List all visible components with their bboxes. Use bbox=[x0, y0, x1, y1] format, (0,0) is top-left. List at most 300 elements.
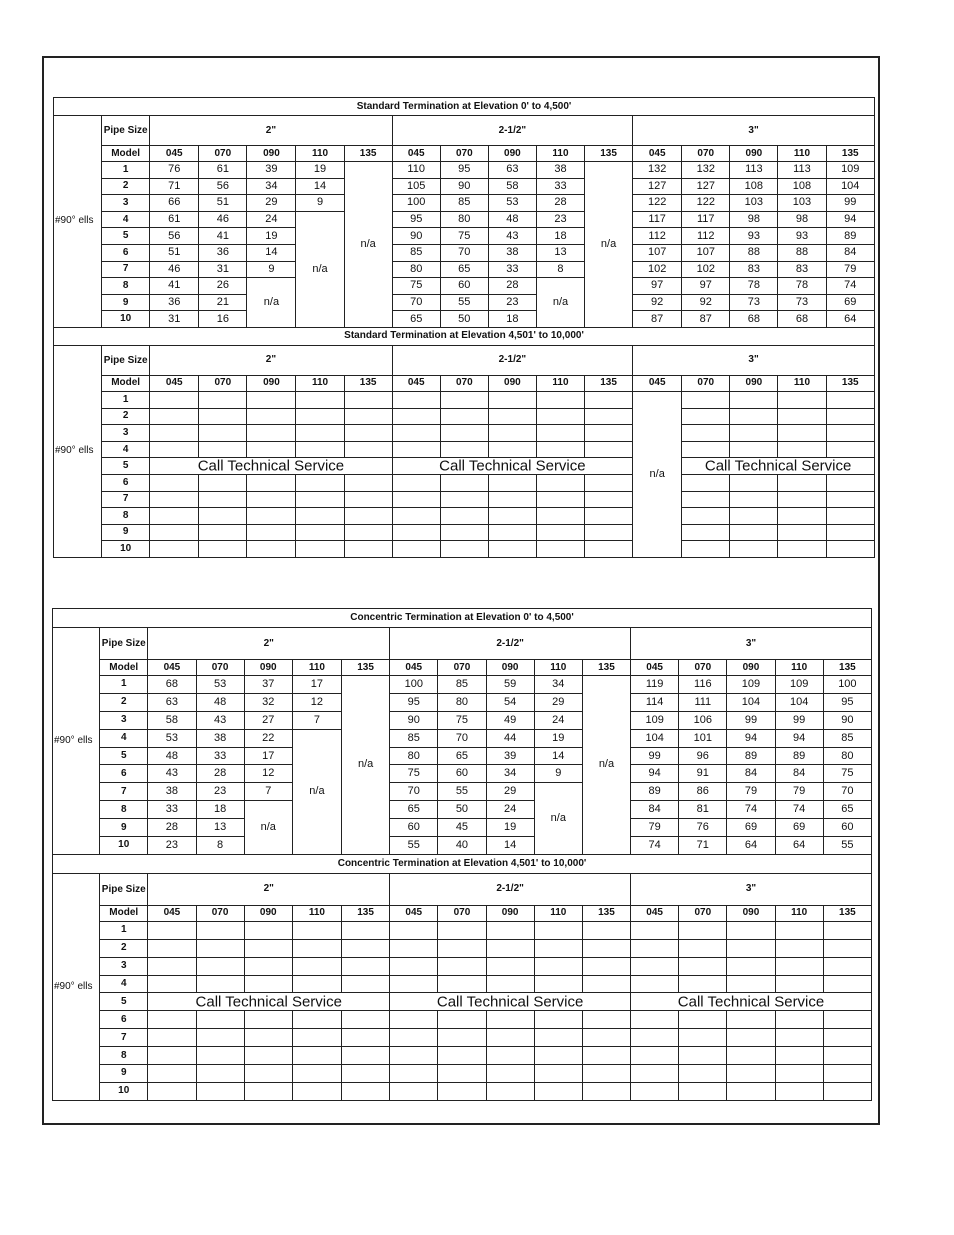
concentric-cell: 33 bbox=[148, 801, 196, 819]
standard-cell: 33 bbox=[488, 261, 536, 278]
concentric-high-model-header: 070 bbox=[438, 905, 486, 921]
standard-low-model-header: 045 bbox=[633, 146, 682, 162]
concentric-empty-cell bbox=[631, 975, 679, 993]
standard-cell: 89 bbox=[826, 228, 875, 245]
standard-high-pipe-size-header: 3" bbox=[633, 345, 875, 375]
standard-cell: 88 bbox=[730, 244, 778, 261]
concentric-na-cell: n/a bbox=[292, 729, 341, 854]
standard-empty-cell bbox=[826, 425, 875, 442]
standard-empty-cell bbox=[826, 408, 875, 425]
standard-empty-cell bbox=[536, 508, 584, 525]
concentric-empty-cell bbox=[244, 1065, 292, 1083]
standard-high-model-header: 045 bbox=[150, 375, 199, 391]
standard-cell: 56 bbox=[150, 228, 199, 245]
standard-empty-cell bbox=[150, 441, 199, 458]
standard-cell: 90 bbox=[392, 228, 440, 245]
standard-empty-cell bbox=[440, 508, 488, 525]
concentric-empty-cell bbox=[148, 975, 196, 993]
standard-row-number: 2 bbox=[102, 408, 150, 425]
standard-row-number: 5 bbox=[102, 458, 150, 475]
standard-low-pipe-size-header: 3" bbox=[633, 116, 875, 146]
standard-empty-cell bbox=[826, 491, 875, 508]
concentric-low-model-header: 135 bbox=[823, 660, 871, 676]
concentric-empty-cell bbox=[582, 921, 630, 939]
concentric-empty-cell bbox=[823, 1047, 871, 1065]
concentric-cell: 13 bbox=[196, 819, 244, 837]
standard-row-number: 3 bbox=[102, 195, 150, 212]
concentric-empty-cell bbox=[631, 1082, 679, 1100]
standard-row-number: 4 bbox=[102, 211, 150, 228]
concentric-empty-cell bbox=[148, 1065, 196, 1083]
standard-cell: 56 bbox=[199, 178, 247, 195]
standard-row-number: 9 bbox=[102, 294, 150, 311]
standard-empty-cell bbox=[392, 541, 440, 558]
standard-cell: 93 bbox=[778, 228, 826, 245]
standard-cell: 24 bbox=[247, 211, 296, 228]
concentric-empty-cell bbox=[582, 1029, 630, 1047]
concentric-empty-cell bbox=[292, 1082, 341, 1100]
standard-empty-cell bbox=[682, 541, 730, 558]
standard-empty-cell bbox=[150, 391, 199, 408]
standard-empty-cell bbox=[344, 408, 392, 425]
standard-cell: 113 bbox=[778, 162, 826, 179]
concentric-empty-cell bbox=[342, 957, 390, 975]
standard-low-title: Standard Termination at Elevation 0' to 4,500' bbox=[54, 98, 875, 116]
standard-cell: 46 bbox=[150, 261, 199, 278]
standard-empty-cell bbox=[488, 491, 536, 508]
concentric-empty-cell bbox=[196, 1011, 244, 1029]
standard-cell: 68 bbox=[730, 311, 778, 328]
concentric-row-number: 8 bbox=[100, 1047, 148, 1065]
standard-empty-cell bbox=[488, 441, 536, 458]
standard-low-pipe-size-header: 2" bbox=[150, 116, 392, 146]
concentric-empty-cell bbox=[727, 957, 775, 975]
concentric-cell: 95 bbox=[823, 693, 871, 711]
standard-empty-cell bbox=[150, 425, 199, 442]
concentric-empty-cell bbox=[823, 975, 871, 993]
standard-row-number: 6 bbox=[102, 474, 150, 491]
standard-cell: 46 bbox=[199, 211, 247, 228]
concentric-cell: 119 bbox=[631, 676, 679, 694]
call-technical-service-text: Call Technical Service bbox=[704, 457, 852, 475]
standard-cell: 95 bbox=[440, 162, 488, 179]
concentric-empty-cell bbox=[727, 1029, 775, 1047]
standard-cell: 107 bbox=[633, 244, 682, 261]
standard-empty-cell bbox=[826, 391, 875, 408]
standard-na-cell: n/a bbox=[536, 278, 584, 328]
standard-cell: 43 bbox=[488, 228, 536, 245]
standard-empty-cell bbox=[199, 441, 247, 458]
standard-high-model-header: 090 bbox=[488, 375, 536, 391]
standard-high-model-header: 090 bbox=[730, 375, 778, 391]
standard-cell: 69 bbox=[826, 294, 875, 311]
standard-cell: 63 bbox=[488, 162, 536, 179]
concentric-empty-cell bbox=[679, 1011, 727, 1029]
standard-row-number: 1 bbox=[102, 162, 150, 179]
concentric-empty-cell bbox=[775, 939, 823, 957]
standard-empty-cell bbox=[344, 524, 392, 541]
concentric-empty-cell bbox=[292, 1065, 341, 1083]
standard-cell: 90 bbox=[440, 178, 488, 195]
call-technical-service-text: Call Technical Service bbox=[436, 993, 584, 1011]
standard-low-model-header: 070 bbox=[199, 146, 247, 162]
standard-empty-cell bbox=[536, 425, 584, 442]
standard-low-ells-label: #90° ells bbox=[54, 116, 102, 328]
concentric-empty-cell bbox=[196, 1065, 244, 1083]
concentric-low-model-header: 090 bbox=[727, 660, 775, 676]
concentric-empty-cell bbox=[292, 939, 341, 957]
standard-empty-cell bbox=[440, 524, 488, 541]
standard-empty-cell bbox=[585, 425, 633, 442]
concentric-low-pipe-size-label: Pipe Size bbox=[100, 628, 148, 660]
concentric-empty-cell bbox=[292, 975, 341, 993]
standard-cell: 48 bbox=[488, 211, 536, 228]
concentric-high-model-header: 110 bbox=[775, 905, 823, 921]
concentric-high-pipe-size-label: Pipe Size bbox=[100, 873, 148, 905]
standard-empty-cell bbox=[682, 441, 730, 458]
concentric-empty-cell bbox=[196, 1029, 244, 1047]
standard-empty-cell bbox=[488, 391, 536, 408]
standard-empty-cell bbox=[778, 474, 826, 491]
concentric-row-number: 6 bbox=[100, 765, 148, 783]
concentric-cell: 84 bbox=[631, 801, 679, 819]
standard-cell: 112 bbox=[633, 228, 682, 245]
concentric-empty-cell bbox=[148, 1011, 196, 1029]
concentric-cell: 44 bbox=[486, 729, 534, 747]
concentric-high-model-header: 090 bbox=[486, 905, 534, 921]
concentric-cell: 12 bbox=[292, 693, 341, 711]
standard-cell: 65 bbox=[392, 311, 440, 328]
concentric-low-model-header: 090 bbox=[486, 660, 534, 676]
standard-empty-cell bbox=[682, 474, 730, 491]
concentric-empty-cell bbox=[390, 975, 438, 993]
standard-row-number: 10 bbox=[102, 311, 150, 328]
concentric-empty-cell bbox=[727, 921, 775, 939]
concentric-empty-cell bbox=[438, 975, 486, 993]
standard-low-model-header: 110 bbox=[778, 146, 826, 162]
concentric-empty-cell bbox=[823, 957, 871, 975]
concentric-cell: 45 bbox=[438, 819, 486, 837]
standard-empty-cell bbox=[440, 425, 488, 442]
standard-high-na-cell: n/a bbox=[633, 391, 682, 557]
concentric-empty-cell bbox=[727, 939, 775, 957]
standard-empty-cell bbox=[682, 491, 730, 508]
standard-cell: 79 bbox=[826, 261, 875, 278]
standard-empty-cell bbox=[392, 474, 440, 491]
concentric-empty-cell bbox=[631, 1047, 679, 1065]
concentric-row-number: 6 bbox=[100, 1011, 148, 1029]
concentric-high-ells-label: #90° ells bbox=[53, 873, 100, 1100]
standard-empty-cell bbox=[199, 541, 247, 558]
concentric-empty-cell bbox=[148, 1082, 196, 1100]
standard-low-model-header: 045 bbox=[150, 146, 199, 162]
concentric-cell: 90 bbox=[823, 711, 871, 729]
standard-empty-cell bbox=[536, 408, 584, 425]
standard-cell: 36 bbox=[199, 244, 247, 261]
concentric-cell: 64 bbox=[727, 837, 775, 855]
standard-empty-cell bbox=[392, 425, 440, 442]
concentric-low-model-header: 090 bbox=[244, 660, 292, 676]
concentric-row-number: 5 bbox=[100, 993, 148, 1011]
standard-empty-cell bbox=[826, 508, 875, 525]
standard-row-number: 4 bbox=[102, 441, 150, 458]
concentric-empty-cell bbox=[534, 1065, 582, 1083]
standard-cell: 65 bbox=[440, 261, 488, 278]
concentric-cell: 75 bbox=[390, 765, 438, 783]
standard-empty-cell bbox=[199, 524, 247, 541]
standard-cell: 83 bbox=[778, 261, 826, 278]
standard-empty-cell bbox=[344, 441, 392, 458]
standard-cell: 87 bbox=[682, 311, 730, 328]
concentric-empty-cell bbox=[342, 1029, 390, 1047]
standard-empty-cell bbox=[730, 425, 778, 442]
concentric-empty-cell bbox=[292, 1047, 341, 1065]
concentric-high-pipe-size-header: 2" bbox=[148, 873, 390, 905]
concentric-empty-cell bbox=[390, 1065, 438, 1083]
standard-empty-cell bbox=[296, 524, 344, 541]
concentric-empty-cell bbox=[775, 975, 823, 993]
concentric-empty-cell bbox=[775, 1065, 823, 1083]
concentric-cell: 94 bbox=[775, 729, 823, 747]
standard-cell: 36 bbox=[150, 294, 199, 311]
concentric-high-model-header: 135 bbox=[342, 905, 390, 921]
concentric-empty-cell bbox=[292, 957, 341, 975]
standard-cell: 85 bbox=[440, 195, 488, 212]
standard-cell: 19 bbox=[296, 162, 344, 179]
standard-high-model-header: 070 bbox=[440, 375, 488, 391]
concentric-empty-cell bbox=[486, 939, 534, 957]
standard-empty-cell bbox=[344, 474, 392, 491]
standard-cell: 18 bbox=[488, 311, 536, 328]
standard-empty-cell bbox=[440, 441, 488, 458]
standard-cell: 127 bbox=[633, 178, 682, 195]
concentric-cell: 65 bbox=[390, 801, 438, 819]
concentric-cell: 23 bbox=[196, 783, 244, 801]
standard-cell: 60 bbox=[440, 278, 488, 295]
standard-empty-cell bbox=[247, 391, 296, 408]
concentric-cell: 49 bbox=[486, 711, 534, 729]
standard-empty-cell bbox=[150, 491, 199, 508]
concentric-cell: 63 bbox=[148, 693, 196, 711]
standard-row-number: 7 bbox=[102, 261, 150, 278]
concentric-na-cell: n/a bbox=[244, 801, 292, 855]
concentric-empty-cell bbox=[486, 921, 534, 939]
standard-empty-cell bbox=[392, 524, 440, 541]
concentric-cell: 85 bbox=[390, 729, 438, 747]
concentric-high-model-header: 070 bbox=[679, 905, 727, 921]
concentric-high-pipe-size-header: 3" bbox=[631, 873, 872, 905]
standard-cell: 110 bbox=[392, 162, 440, 179]
concentric-cell: 32 bbox=[244, 693, 292, 711]
concentric-cell: 71 bbox=[679, 837, 727, 855]
concentric-cell: 60 bbox=[823, 819, 871, 837]
concentric-cell: 60 bbox=[390, 819, 438, 837]
standard-cell: 102 bbox=[633, 261, 682, 278]
concentric-cell: 70 bbox=[438, 729, 486, 747]
standard-na-cell: n/a bbox=[585, 162, 633, 328]
standard-row-number: 5 bbox=[102, 228, 150, 245]
standard-cell: 18 bbox=[536, 228, 584, 245]
standard-empty-cell bbox=[344, 541, 392, 558]
concentric-empty-cell bbox=[196, 921, 244, 939]
standard-empty-cell bbox=[392, 491, 440, 508]
concentric-empty-cell bbox=[244, 1082, 292, 1100]
standard-cell: 21 bbox=[199, 294, 247, 311]
concentric-cell: 24 bbox=[534, 711, 582, 729]
concentric-termination-table bbox=[52, 608, 872, 1101]
standard-empty-cell bbox=[199, 425, 247, 442]
standard-empty-cell bbox=[488, 524, 536, 541]
standard-cell: 70 bbox=[440, 244, 488, 261]
standard-empty-cell bbox=[344, 425, 392, 442]
concentric-cell: 14 bbox=[486, 837, 534, 855]
concentric-empty-cell bbox=[148, 939, 196, 957]
concentric-cell: 74 bbox=[631, 837, 679, 855]
standard-cell: 9 bbox=[296, 195, 344, 212]
standard-cell: 102 bbox=[682, 261, 730, 278]
standard-cell: 51 bbox=[199, 195, 247, 212]
standard-cell: 122 bbox=[633, 195, 682, 212]
standard-empty-cell bbox=[344, 508, 392, 525]
concentric-cell: 109 bbox=[631, 711, 679, 729]
concentric-empty-cell bbox=[727, 1082, 775, 1100]
standard-cell: 117 bbox=[682, 211, 730, 228]
concentric-empty-cell bbox=[727, 975, 775, 993]
concentric-na-cell: n/a bbox=[582, 676, 630, 855]
standard-cell: 103 bbox=[730, 195, 778, 212]
standard-cell: 76 bbox=[150, 162, 199, 179]
standard-low-model-header: 070 bbox=[440, 146, 488, 162]
concentric-empty-cell bbox=[631, 1011, 679, 1029]
concentric-empty-cell bbox=[438, 957, 486, 975]
concentric-cell: 65 bbox=[438, 747, 486, 765]
standard-low-model-label: Model bbox=[102, 146, 150, 162]
concentric-empty-cell bbox=[438, 1047, 486, 1065]
concentric-empty-cell bbox=[823, 1029, 871, 1047]
standard-high-model-header: 090 bbox=[247, 375, 296, 391]
standard-empty-cell bbox=[585, 524, 633, 541]
standard-empty-cell bbox=[296, 491, 344, 508]
concentric-high-model-header: 135 bbox=[582, 905, 630, 921]
concentric-empty-cell bbox=[775, 957, 823, 975]
standard-low-model-header: 110 bbox=[296, 146, 344, 162]
standard-cell: 75 bbox=[440, 228, 488, 245]
concentric-cell: 89 bbox=[775, 747, 823, 765]
standard-cell: 38 bbox=[488, 244, 536, 261]
standard-low-model-header: 090 bbox=[247, 146, 296, 162]
concentric-cell: 22 bbox=[244, 729, 292, 747]
concentric-empty-cell bbox=[486, 1047, 534, 1065]
standard-low-model-header: 090 bbox=[730, 146, 778, 162]
concentric-cell: 104 bbox=[631, 729, 679, 747]
concentric-high-model-header: 090 bbox=[244, 905, 292, 921]
concentric-empty-cell bbox=[631, 939, 679, 957]
concentric-cell: 79 bbox=[775, 783, 823, 801]
concentric-empty-cell bbox=[292, 1011, 341, 1029]
concentric-cell: 100 bbox=[823, 676, 871, 694]
concentric-cell: 106 bbox=[679, 711, 727, 729]
concentric-empty-cell bbox=[486, 975, 534, 993]
concentric-row-number: 2 bbox=[100, 939, 148, 957]
standard-empty-cell bbox=[778, 408, 826, 425]
concentric-row-number: 5 bbox=[100, 747, 148, 765]
standard-empty-cell bbox=[296, 474, 344, 491]
standard-empty-cell bbox=[536, 524, 584, 541]
concentric-empty-cell bbox=[342, 1011, 390, 1029]
standard-empty-cell bbox=[296, 441, 344, 458]
concentric-cell: 114 bbox=[631, 693, 679, 711]
standard-row-number: 8 bbox=[102, 278, 150, 295]
concentric-empty-cell bbox=[342, 1047, 390, 1065]
concentric-empty-cell bbox=[679, 1047, 727, 1065]
standard-empty-cell bbox=[682, 391, 730, 408]
concentric-empty-cell bbox=[775, 1082, 823, 1100]
concentric-low-title: Concentric Termination at Elevation 0' to 4,500' bbox=[53, 609, 872, 628]
standard-cell: 68 bbox=[778, 311, 826, 328]
standard-cell: 92 bbox=[682, 294, 730, 311]
concentric-empty-cell bbox=[342, 939, 390, 957]
concentric-cell: 101 bbox=[679, 729, 727, 747]
concentric-cell: 75 bbox=[438, 711, 486, 729]
standard-empty-cell bbox=[488, 408, 536, 425]
standard-empty-cell bbox=[150, 508, 199, 525]
standard-cell: 29 bbox=[247, 195, 296, 212]
standard-empty-cell bbox=[296, 391, 344, 408]
concentric-row-number: 1 bbox=[100, 676, 148, 694]
concentric-empty-cell bbox=[390, 1029, 438, 1047]
standard-empty-cell bbox=[150, 524, 199, 541]
concentric-row-number: 3 bbox=[100, 957, 148, 975]
concentric-empty-cell bbox=[679, 921, 727, 939]
standard-cell: 83 bbox=[730, 261, 778, 278]
concentric-cell: 54 bbox=[486, 693, 534, 711]
concentric-empty-cell bbox=[486, 1082, 534, 1100]
standard-empty-cell bbox=[730, 441, 778, 458]
standard-cell: 53 bbox=[488, 195, 536, 212]
concentric-empty-cell bbox=[196, 957, 244, 975]
standard-empty-cell bbox=[730, 474, 778, 491]
concentric-high-model-header: 135 bbox=[823, 905, 871, 921]
standard-cell: 34 bbox=[247, 178, 296, 195]
concentric-call-technical-service bbox=[631, 993, 872, 1011]
standard-empty-cell bbox=[150, 408, 199, 425]
concentric-row-number: 1 bbox=[100, 921, 148, 939]
standard-cell: 85 bbox=[392, 244, 440, 261]
concentric-cell: 43 bbox=[196, 711, 244, 729]
concentric-cell: 24 bbox=[486, 801, 534, 819]
standard-cell: 23 bbox=[536, 211, 584, 228]
concentric-row-number: 8 bbox=[100, 801, 148, 819]
concentric-cell: 79 bbox=[631, 819, 679, 837]
concentric-cell: 7 bbox=[244, 783, 292, 801]
concentric-empty-cell bbox=[534, 1082, 582, 1100]
concentric-cell: 29 bbox=[486, 783, 534, 801]
concentric-row-number: 9 bbox=[100, 819, 148, 837]
concentric-cell: 14 bbox=[534, 747, 582, 765]
concentric-cell: 99 bbox=[727, 711, 775, 729]
concentric-empty-cell bbox=[679, 975, 727, 993]
concentric-cell: 48 bbox=[148, 747, 196, 765]
standard-empty-cell bbox=[585, 491, 633, 508]
concentric-high-model-header: 070 bbox=[196, 905, 244, 921]
concentric-cell: 55 bbox=[823, 837, 871, 855]
concentric-empty-cell bbox=[775, 921, 823, 939]
concentric-empty-cell bbox=[196, 1082, 244, 1100]
standard-empty-cell bbox=[488, 541, 536, 558]
standard-high-model-header: 070 bbox=[682, 375, 730, 391]
concentric-low-model-header: 110 bbox=[534, 660, 582, 676]
standard-empty-cell bbox=[247, 491, 296, 508]
